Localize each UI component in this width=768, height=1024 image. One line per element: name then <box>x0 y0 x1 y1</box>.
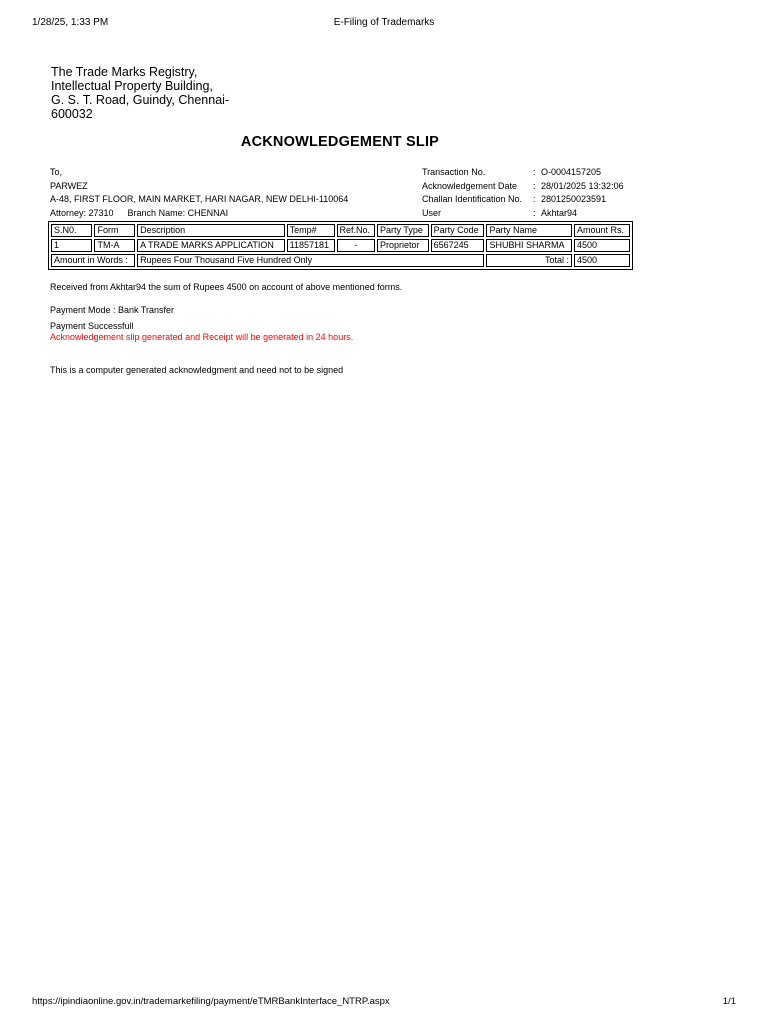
table-row <box>51 239 630 252</box>
total-amount: 4500 <box>574 254 630 267</box>
table-cell: A TRADE MARKS APPLICATION <box>137 239 284 252</box>
registry-address <box>51 65 229 121</box>
print-datetime: 1/28/25, 1:33 PM <box>32 17 109 28</box>
print-page-title: E-Filing of Trademarks <box>333 17 435 28</box>
table-cell: TM-A <box>94 239 135 252</box>
registry-address-line: The Trade Marks Registry, <box>51 65 198 79</box>
transaction-label: User <box>422 207 442 218</box>
transaction-label: Challan Identification No. <box>422 194 523 204</box>
transaction-value: O-0004157205 <box>541 167 602 177</box>
addressee-block <box>50 166 348 220</box>
table-header-row <box>51 224 630 237</box>
transaction-label: Acknowledgement Date <box>422 180 518 191</box>
table-header-cell: Party Type <box>377 224 429 237</box>
page-number: 1/1 <box>722 996 736 1007</box>
registry-address-line: 600032 <box>51 107 93 121</box>
table-cell: 1 <box>51 239 92 252</box>
transaction-value: 2801250023591 <box>541 194 607 204</box>
addressee-address: A-48, FIRST FLOOR, MAIN MARKET, HARI NAGAR, NEW DELHI-110064 <box>50 194 349 204</box>
slip-title: ACKNOWLEDGEMENT SLIP <box>240 134 440 150</box>
transaction-row: Acknowledgement Date : 28/01/2025 13:32:06 <box>422 180 624 194</box>
transaction-label: Transaction No. <box>422 167 486 177</box>
transaction-value: Akhtar94 <box>541 207 578 218</box>
addressee-attorney-row <box>50 207 348 221</box>
transaction-value: 28/01/2025 13:32:06 <box>541 180 624 191</box>
table-cell: - <box>337 239 376 252</box>
table-header-cell: S.N0. <box>51 224 92 237</box>
total-label: Total : <box>486 254 572 267</box>
transaction-row: Transaction No. : O-0004157205 <box>422 166 624 180</box>
page-url: https://ipindiaonline.gov.in/trademarkefiling/payment/eTMRBankInterface_NTRP.aspx <box>32 996 390 1007</box>
computer-generated-note: This is a computer generated acknowledgment and need not to be signed <box>50 365 344 375</box>
table-header-cell: Description <box>137 224 284 237</box>
fees-table <box>48 221 633 270</box>
table-total-row <box>51 254 630 267</box>
table-header-cell: Ref.No. <box>337 224 376 237</box>
table-header-cell: Temp# <box>287 224 335 237</box>
table-header-cell: Form <box>94 224 135 237</box>
table-header-cell: Party Name <box>486 224 572 237</box>
addressee-to: To, <box>50 167 63 177</box>
table-header-cell: Party Code <box>431 224 485 237</box>
branch-name: Branch Name: CHENNAI <box>127 207 229 218</box>
amount-words-label: Amount in Words : <box>51 254 135 267</box>
transaction-row: Challan Identification No. : 2801250023591 <box>422 193 624 207</box>
transaction-details <box>422 166 624 220</box>
amount-words: Rupees Four Thousand Five Hundred Only <box>137 254 484 267</box>
registry-address-line: Intellectual Property Building, <box>51 79 213 93</box>
payment-notice: Acknowledgement slip generated and Receipt will be generated in 24 hours. <box>50 332 354 342</box>
attorney-number: Attorney: 27310 <box>50 207 114 218</box>
table-cell: 6567245 <box>431 239 485 252</box>
addressee-name: PARWEZ <box>50 180 88 191</box>
payment-mode: Payment Mode : Bank Transfer <box>50 305 175 315</box>
table-cell: 11857181 <box>287 239 335 252</box>
transaction-row: User : Akhtar94 <box>422 207 624 221</box>
registry-address-line: G. S. T. Road, Guindy, Chennai- <box>51 93 230 107</box>
print-header <box>32 17 736 31</box>
table-cell: Proprietor <box>377 239 429 252</box>
table-cell: 4500 <box>574 239 630 252</box>
received-text: Received from Akhtar94 the sum of Rupees 4500 on account of above mentioned forms. <box>50 282 403 292</box>
table-cell: SHUBHI SHARMA <box>486 239 572 252</box>
table-header-cell: Amount Rs. <box>574 224 630 237</box>
payment-status: Payment Successfull <box>50 321 134 331</box>
